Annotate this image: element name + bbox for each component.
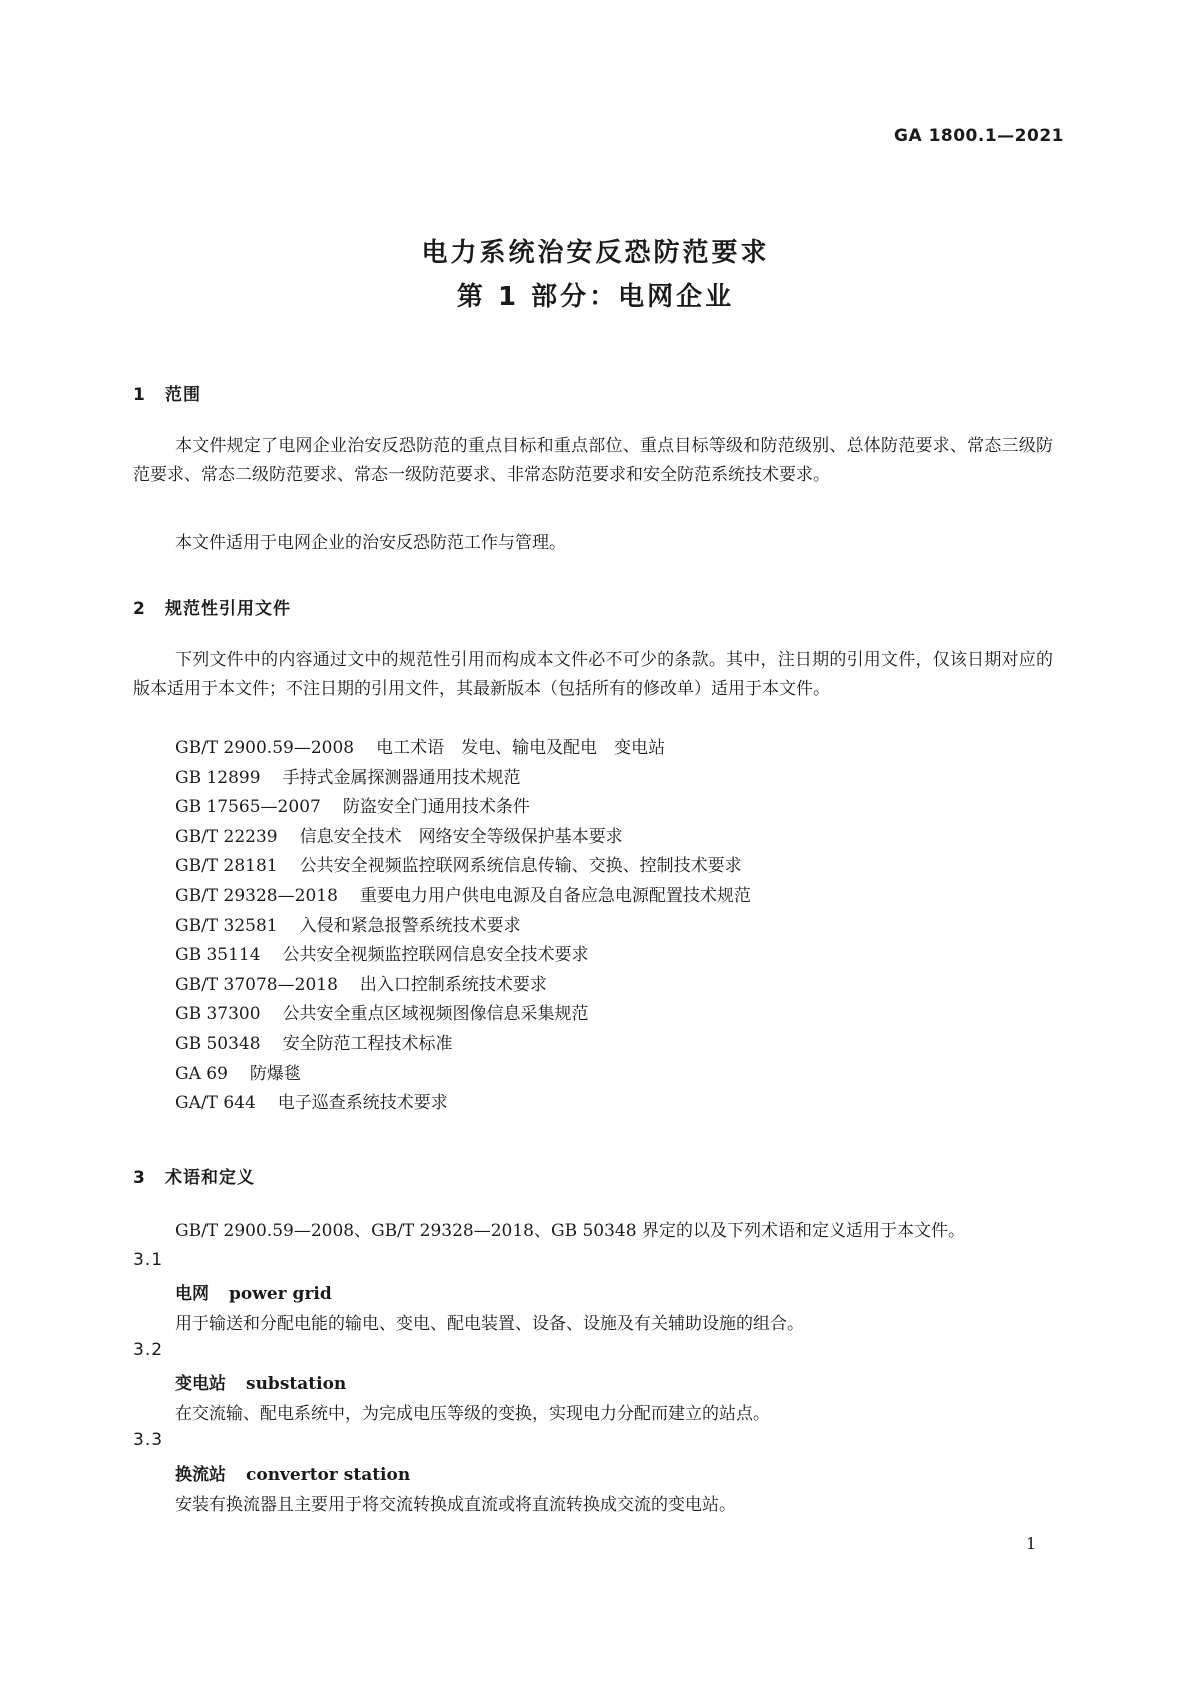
reference-item [175, 1030, 751, 1060]
section-number: 2 [133, 599, 146, 619]
term-definition: 用于输送和分配电能的输电、变电、配电装置、设备、设施及有关辅助设施的组合。 [175, 1314, 804, 1334]
reference-item [175, 941, 751, 971]
reference-code: GB 35114 [175, 945, 261, 966]
reference-title: 手持式金属探测器通用技术规范 [282, 767, 521, 788]
document-subtitle: 第 1 部分：电网企业 [456, 282, 735, 312]
reference-code: GB/T 29328—2018 [175, 885, 338, 906]
reference-code: GB/T 37078—2018 [175, 974, 338, 995]
term-name-en: power grid [229, 1284, 332, 1304]
reference-code: GB/T 22239 [175, 826, 278, 847]
reference-item [175, 912, 751, 942]
section-title: 术语和定义 [165, 1168, 255, 1188]
reference-code: GA 69 [175, 1063, 228, 1084]
reference-code: GB/T 32581 [175, 915, 278, 936]
reference-title: 电子巡查系统技术要求 [277, 1093, 448, 1114]
reference-item [175, 793, 751, 823]
section-heading-scope [133, 380, 201, 405]
standard-number: GA 1800.1—2021 [894, 126, 1064, 146]
reference-title: 公共安全视频监控联网信息安全技术要求 [282, 945, 589, 966]
term-name-en: convertor station [246, 1465, 411, 1485]
reference-code: GB/T 2900.59—2008 [175, 738, 355, 758]
reference-title: 安全防范工程技术标准 [282, 1033, 453, 1054]
reference-code: GA/T 644 [175, 1093, 256, 1114]
reference-item [175, 823, 751, 853]
term-number: 3.3 [133, 1430, 164, 1450]
term-name [175, 1279, 332, 1304]
references-intro-paragraph: 下列文件中的内容通过文中的规范性引用而构成本文件必不可少的条款。其中，注日期的引用文件，仅该日期对应的版本适用于本文件；不注日期的引用文件，其最新版本（包括所有的修改单）适用于本文件。 [133, 650, 1053, 699]
term-name-zh: 换流站 [175, 1465, 226, 1485]
term-definition: 在交流输、配电系统中，为完成电压等级的变换，实现电力分配而建立的站点。 [175, 1404, 770, 1424]
term-number: 3.2 [133, 1340, 164, 1360]
reference-title: 出入口控制系统技术要求 [359, 974, 547, 995]
section-number: 3 [133, 1168, 146, 1188]
reference-item [175, 1060, 751, 1090]
reference-item [175, 734, 751, 764]
reference-item [175, 1000, 751, 1030]
terms-intro-paragraph: GB/T 2900.59—2008、GB/T 29328—2018、GB 50348 界定的以及下列术语和定义适用于本文件。 [175, 1221, 965, 1241]
section-heading-terms-definitions [133, 1163, 255, 1188]
scope-paragraph: 本文件规定了电网企业治安反恐防范的重点目标和重点部位、重点目标等级和防范级别、总体防范要求、常态三级防范要求、常态二级防范要求、常态一级防范要求、非常态防范要求和安全防范系统技术要求。 [133, 436, 1053, 485]
reference-title: 公共安全视频监控联网系统信息传输、交换、控制技术要求 [299, 856, 742, 877]
reference-item [175, 1089, 751, 1119]
term-name-en: substation [246, 1374, 347, 1394]
section-number: 1 [133, 385, 146, 405]
section-title: 范围 [165, 385, 201, 405]
reference-title: 重要电力用户供电电源及自备应急电源配置技术规范 [359, 885, 751, 906]
term-definition: 安装有换流器且主要用于将交流转换成直流或将直流转换成交流的变电站。 [175, 1495, 736, 1515]
reference-item [175, 852, 751, 882]
reference-item [175, 971, 751, 1001]
reference-item [175, 764, 751, 794]
reference-title: 公共安全重点区域视频图像信息采集规范 [282, 1004, 589, 1025]
page-number: 1 [1026, 1534, 1037, 1553]
reference-code: GB/T 28181 [175, 856, 278, 877]
reference-title: 入侵和紧急报警系统技术要求 [299, 915, 521, 936]
reference-item [175, 882, 751, 912]
term-number: 3.1 [133, 1250, 164, 1270]
term-name-zh: 变电站 [175, 1374, 226, 1394]
term-name [175, 1369, 346, 1394]
scope-applicability-paragraph: 本文件适用于电网企业的治安反恐防范工作与管理。 [175, 533, 566, 553]
reference-title: 电工术语 发电、输电及配电 变电站 [376, 738, 666, 758]
section-title: 规范性引用文件 [165, 599, 291, 619]
reference-code: GB 50348 [175, 1033, 261, 1054]
reference-title: 防盗安全门通用技术条件 [342, 797, 530, 818]
term-name-zh: 电网 [175, 1284, 209, 1304]
reference-code: GB 37300 [175, 1004, 261, 1025]
reference-title: 信息安全技术 网络安全等级保护基本要求 [299, 826, 623, 847]
section-heading-normative-references [133, 594, 291, 619]
reference-code: GB 12899 [175, 767, 261, 788]
term-name [175, 1460, 410, 1485]
document-title: 电力系统治安反恐防范要求 [421, 238, 770, 268]
reference-list [175, 734, 751, 1119]
reference-title: 防爆毯 [249, 1063, 301, 1084]
reference-code: GB 17565—2007 [175, 797, 321, 818]
